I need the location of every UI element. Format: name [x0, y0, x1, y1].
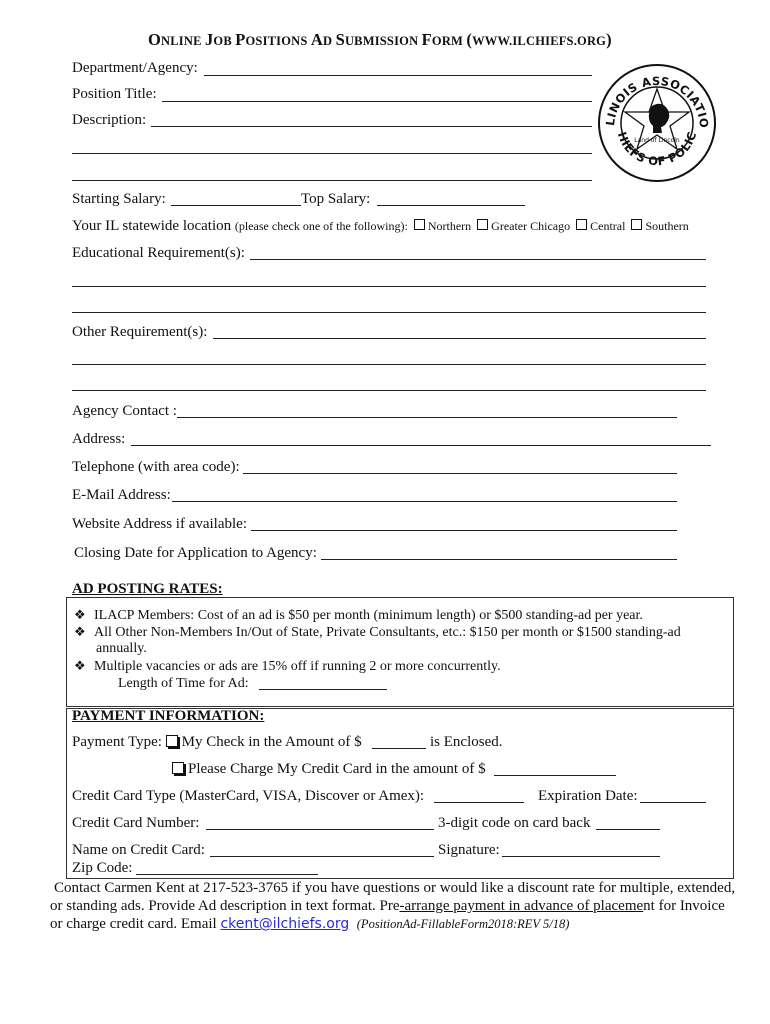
email-field[interactable] [172, 501, 677, 502]
rates-item [74, 657, 501, 675]
agency-contact-field[interactable] [177, 417, 677, 418]
association-seal [596, 62, 718, 184]
lincoln-profile-icon [649, 104, 669, 133]
other-requirements-label: Other Requirement(s): [72, 324, 208, 340]
digit-code-field[interactable] [596, 829, 660, 830]
title-fragment: D [323, 34, 336, 48]
seal-bottom-text: HIEFS OF POLIC [614, 129, 700, 169]
title-fragment: NLINE [161, 34, 205, 48]
footer-line-2 [50, 897, 725, 915]
department-field[interactable] [204, 75, 592, 76]
credit-card-amount-field[interactable] [494, 775, 616, 776]
rates-item [74, 606, 643, 624]
seal-center-text: Land of Lincoln [634, 137, 680, 144]
rates-item-continued: annually. [96, 641, 147, 656]
description-label: Description: [72, 112, 147, 128]
card-type-label: Credit Card Type (MasterCard, VISA, Discover or Amex): [72, 788, 425, 804]
position-title-field[interactable] [162, 101, 592, 102]
description-field[interactable] [151, 126, 592, 127]
name-on-card-field[interactable] [210, 856, 434, 857]
title-fragment: ) [606, 30, 612, 49]
title-url: WWW.ILCHIEFS.ORG [472, 34, 607, 48]
telephone-label: Telephone (with area code): [72, 459, 240, 475]
greater-chicago-option: Greater Chicago [491, 219, 571, 233]
other-requirements-field-line[interactable] [72, 390, 706, 391]
title-fragment: O [148, 30, 162, 49]
closing-date-field[interactable] [321, 559, 677, 560]
address-label: Address: [72, 431, 126, 447]
footer-contact-line: Contact Carmen Kent at 217-523-3765 if you have questions or would like a discount rate for multiple, extended, [54, 880, 736, 896]
digit-code-label: 3-digit code on card back [438, 815, 591, 831]
other-requirements-field[interactable] [213, 338, 706, 339]
bullet-diamond-icon: ❖ [74, 624, 86, 639]
northern-checkbox[interactable] [414, 219, 425, 230]
length-of-time-label: Length of Time for Ad: [118, 676, 249, 691]
closing-date-label: Closing Date for Application to Agency: [74, 545, 317, 561]
education-field[interactable] [250, 259, 706, 260]
check-checkbox[interactable] [166, 735, 178, 747]
rates-item-text: All Other Non-Members In/Out of State, Private Consultants, etc.: $150 per month or $1500 standing-ad [94, 625, 681, 640]
footer-text: nt for Invoice [643, 898, 725, 914]
rates-item-text: Multiple vacancies or ads are 15% off if running 2 or more concurrently. [94, 659, 501, 674]
footer-text: or charge credit card. Email [50, 916, 217, 932]
northern-option: Northern [427, 219, 472, 233]
title-fragment: ( [466, 30, 473, 49]
starting-salary-field[interactable] [171, 205, 301, 206]
agency-contact-label: Agency Contact : [72, 403, 177, 419]
expiration-field[interactable] [640, 802, 706, 803]
central-checkbox[interactable] [576, 219, 587, 230]
length-of-time-field[interactable] [259, 689, 387, 690]
check-option-label: My Check in the Amount of $ [181, 734, 362, 750]
education-field-line[interactable] [72, 286, 706, 287]
zip-code-field[interactable] [136, 874, 318, 875]
credit-card-checkbox[interactable] [172, 762, 184, 774]
signature-label: Signature: [438, 842, 500, 858]
address-field[interactable] [131, 445, 711, 446]
card-type-field[interactable] [434, 802, 524, 803]
location-note: (please check one of the following): [234, 219, 408, 233]
payment-info-heading: PAYMENT INFORMATION: [72, 708, 265, 724]
title-fragment: OSITIONS [245, 34, 311, 48]
credit-card-option-label: Please Charge My Credit Card in the amount of $ [188, 761, 486, 777]
title-fragment: S [335, 30, 345, 49]
description-field-line[interactable] [72, 153, 592, 154]
footer-text: or standing ads. Provide Ad description in text format. Pre [50, 898, 400, 914]
credit-card-row [172, 760, 486, 778]
rates-item-text: ILACP Members: Cost of an ad is $50 per month (minimum length) or $500 standing-ad per year. [94, 608, 643, 623]
education-label: Educational Requirement(s): [72, 245, 245, 261]
signature-field[interactable] [502, 856, 660, 857]
website-field[interactable] [251, 530, 677, 531]
email-label: E-Mail Address: [72, 487, 171, 503]
check-amount-field[interactable] [372, 748, 426, 749]
telephone-field[interactable] [243, 473, 677, 474]
payment-type-row [72, 733, 362, 751]
southern-checkbox[interactable] [631, 219, 642, 230]
title-fragment: P [235, 30, 246, 49]
zip-code-label: Zip Code: [72, 860, 133, 876]
central-option: Central [590, 219, 626, 233]
title-fragment: A [310, 30, 323, 49]
footer-line-3 [50, 915, 569, 933]
department-label: Department/Agency: [72, 60, 198, 76]
title-fragment: UBMISSION [344, 34, 422, 48]
bullet-diamond-icon: ❖ [74, 607, 86, 622]
description-field-line[interactable] [72, 180, 592, 181]
seal-top-text: LINOIS ASSOCIATIO [602, 73, 712, 129]
location-label: Your IL statewide location [72, 218, 232, 234]
starting-salary-label: Starting Salary: [72, 191, 166, 207]
rates-item [74, 623, 681, 641]
payment-type-label: Payment Type: [72, 734, 162, 750]
seal-graphic [596, 62, 718, 184]
location-row [72, 217, 689, 235]
title-fragment: OB [213, 34, 236, 48]
top-salary-label: Top Salary: [301, 191, 371, 207]
education-field-line[interactable] [72, 312, 706, 313]
page-title [148, 30, 612, 50]
southern-option: Southern [645, 219, 689, 233]
website-label: Website Address if available: [72, 516, 247, 532]
title-fragment: ORM [431, 34, 467, 48]
card-number-label: Credit Card Number: [72, 815, 200, 831]
title-fragment: F [421, 30, 432, 49]
card-number-field[interactable] [206, 829, 434, 830]
name-on-card-label: Name on Credit Card: [72, 842, 205, 858]
check-suffix-label: is Enclosed. [430, 734, 503, 750]
position-title-label: Position Title: [72, 86, 157, 102]
bullet-diamond-icon: ❖ [74, 658, 86, 673]
ad-posting-rates-heading: AD POSTING RATES: [72, 581, 223, 597]
expiration-label: Expiration Date: [538, 788, 638, 804]
top-salary-field[interactable] [377, 205, 525, 206]
greater-chicago-checkbox[interactable] [477, 219, 488, 230]
footer-underlined-text: -arrange payment in advance of placeme [399, 898, 644, 914]
other-requirements-field-line[interactable] [72, 364, 706, 365]
email-link[interactable]: ckent@ilchiefs.org [220, 916, 350, 932]
title-fragment: J [204, 30, 214, 49]
revision-note: (PositionAd-FillableForm2018:REV 5/18) [356, 917, 570, 931]
